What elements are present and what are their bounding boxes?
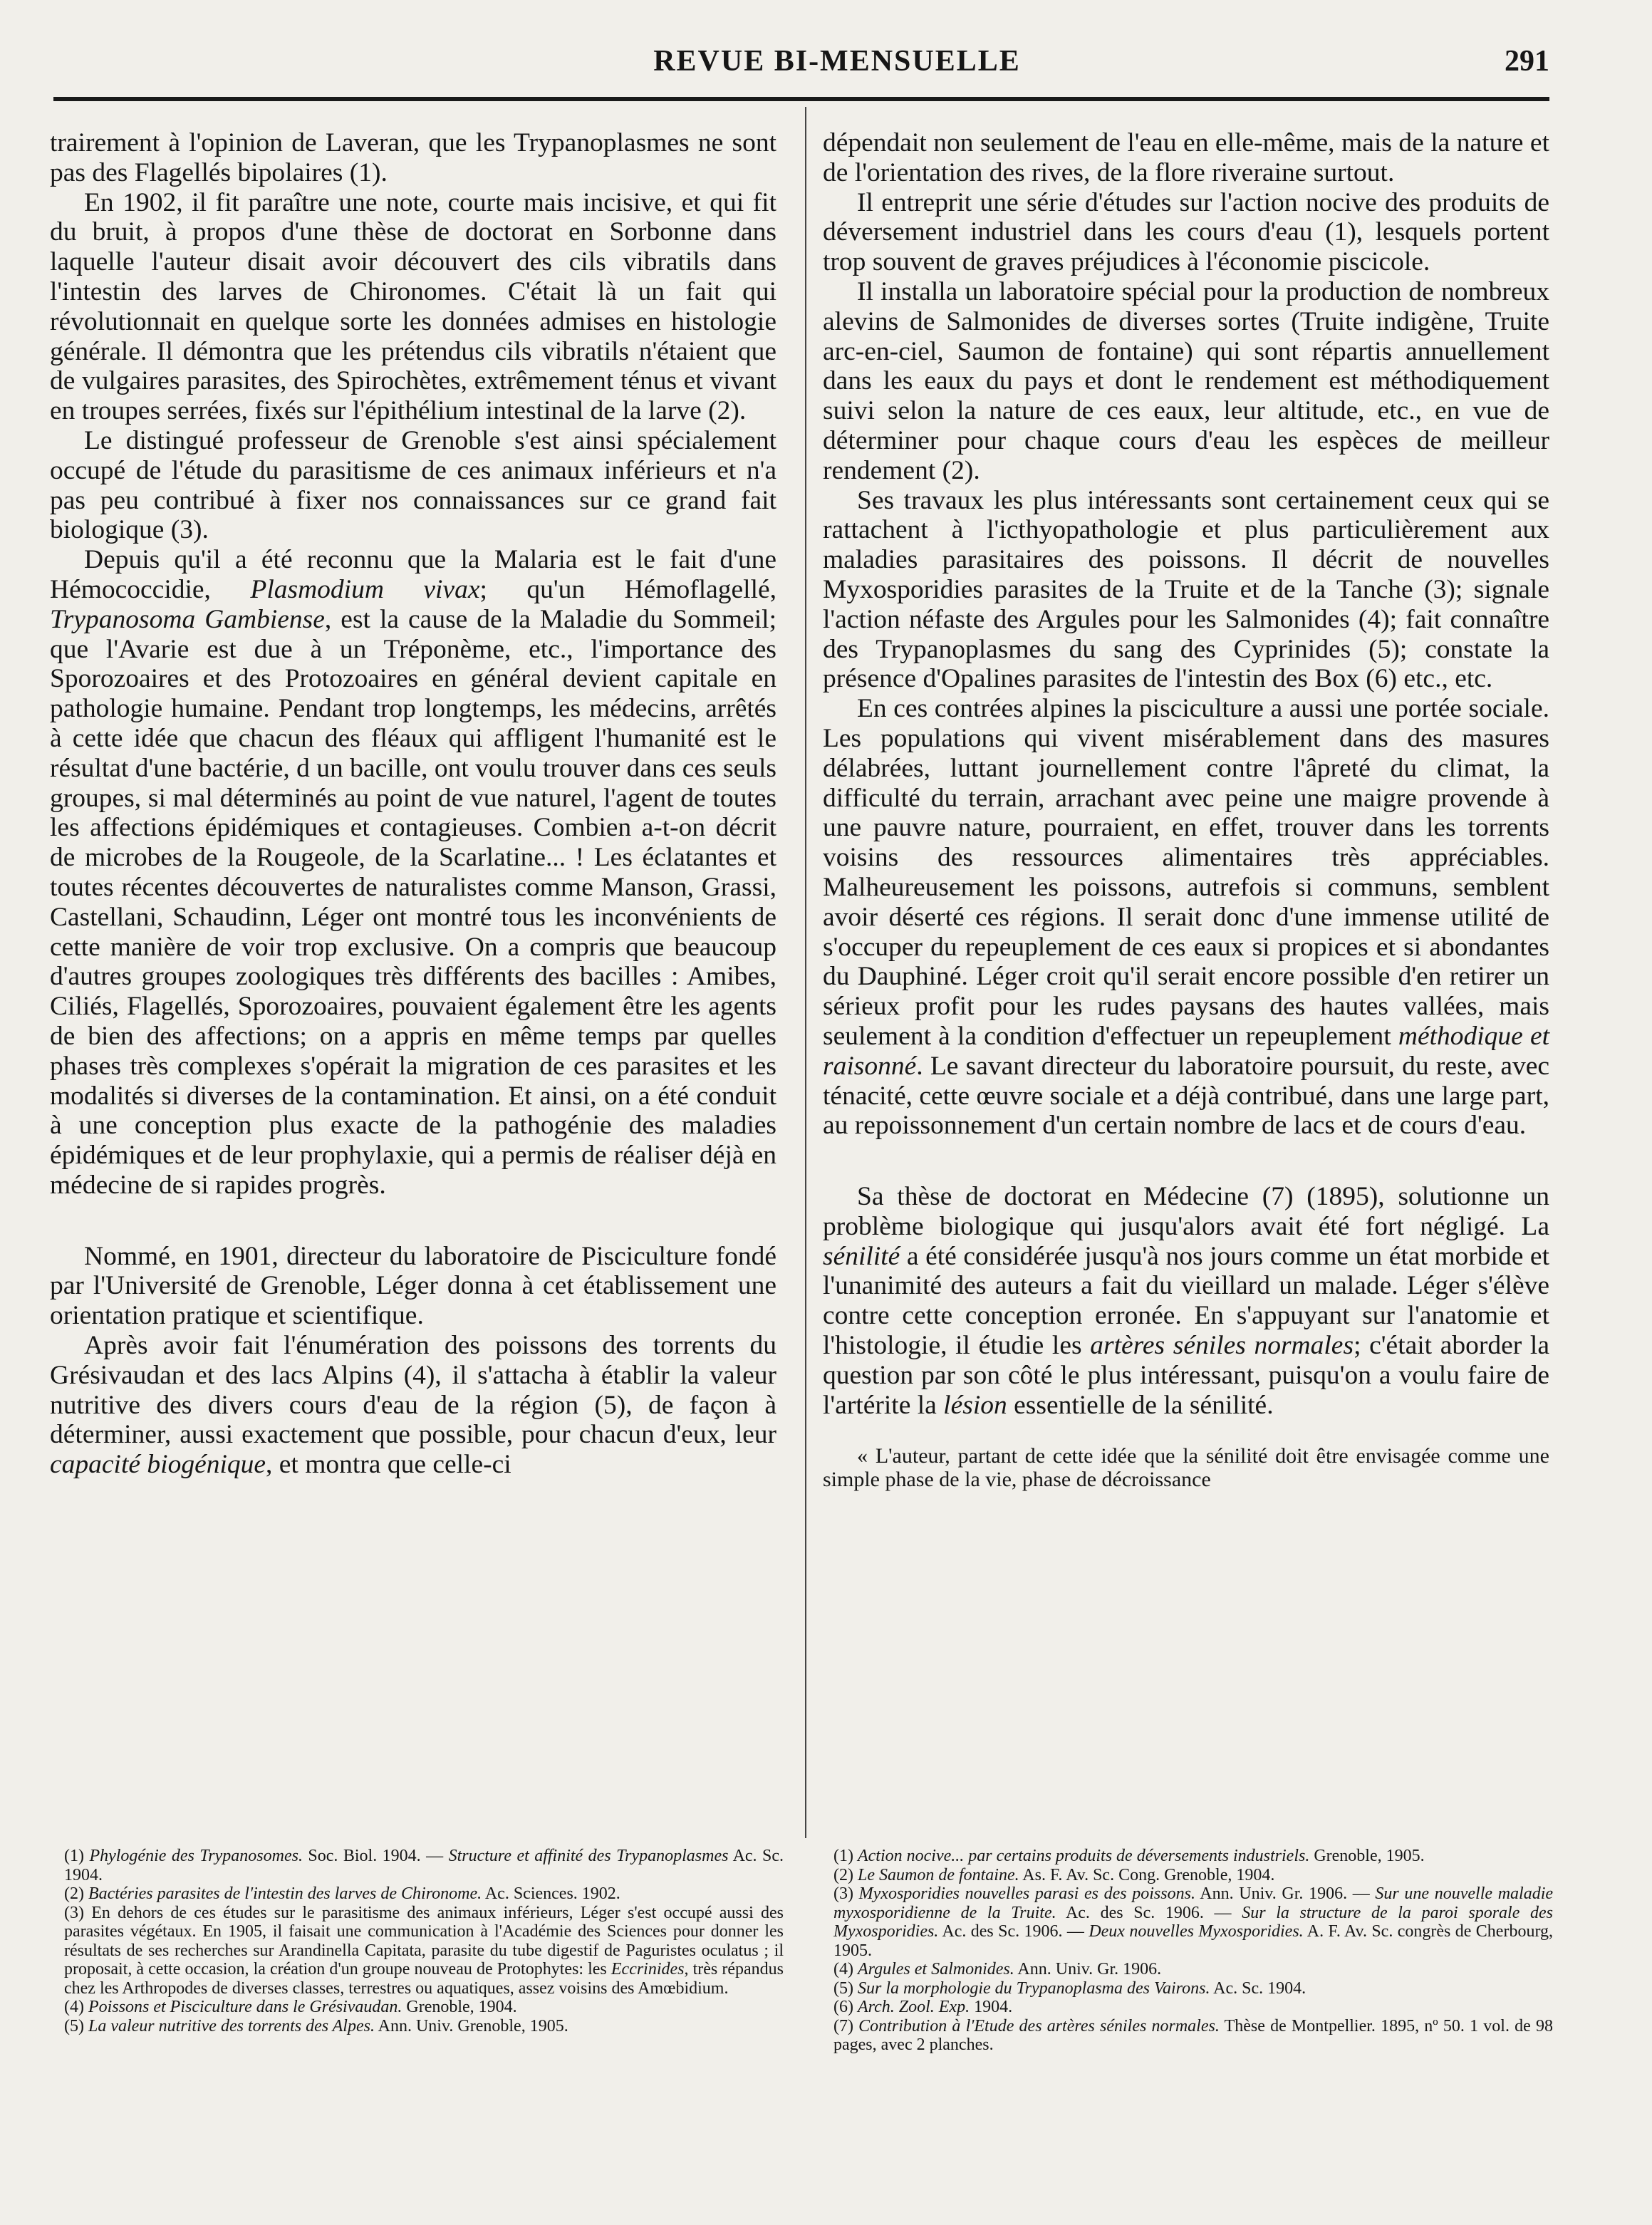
footnote bbox=[64, 1847, 784, 1884]
text-run: Sa thèse de doctorat en Médecine (7) (1895), solutionne un problème biologique qui jusqu'alors avait été fort négligé. La bbox=[823, 1182, 1549, 1241]
paragraph: dépendait non seulement de l'eau en elle-même, mais de la nature et de l'orientation des rives, de la flore riveraine surtout. bbox=[823, 128, 1549, 187]
text-run: a été considérée jusqu'à nos jours comme un état morbide et l'unanimité des auteurs a fait du vieillard un malade. Léger s'élève contre cette conception erronée. En s'appuyant sur l'anatomie et l'histologie, il étudie les bbox=[823, 1241, 1549, 1361]
paragraph: Le distingué professeur de Grenoble s'est ainsi spécialement occupé de l'étude du parasitisme de ces animaux inférieurs et n'a pas peu contribué à fixer nos connaissances sur ce grand fait biologique (3). bbox=[50, 425, 776, 545]
footnote-title: Arch. Zool. Exp. bbox=[857, 1998, 970, 2016]
footnote-number: (6) bbox=[833, 1998, 858, 2016]
column-divider bbox=[805, 107, 806, 1838]
text-run: Depuis qu'il a été reconnu que la Malaria est le fait d'une Hémococcidie, bbox=[50, 545, 776, 604]
header-rule bbox=[53, 97, 1549, 101]
footnote-title: Myxosporidies nouvelles parasi es des poissons. bbox=[858, 1884, 1195, 1903]
footnote-title: Structure et affinité des Trypanoplasmes bbox=[448, 1847, 729, 1865]
footnote bbox=[833, 1979, 1553, 1998]
footnote-title: Sur une nouvelle maladie myxosporidienne de la Truite. bbox=[833, 1884, 1554, 1922]
footnote-title: Eccrinides bbox=[611, 1960, 685, 1978]
footnote-text: Ac. des Sc. 1906. — bbox=[938, 1922, 1089, 1941]
emphasis: sénilité bbox=[823, 1241, 900, 1271]
footnote-text: 1904. bbox=[970, 1998, 1013, 2016]
footnote bbox=[833, 2017, 1553, 2055]
footnote-text: Grenoble, 1904. bbox=[402, 1998, 517, 2016]
footnote-number: (5) bbox=[833, 1978, 858, 1998]
text-run: , et montra que celle-ci bbox=[266, 1450, 511, 1480]
running-title: REVUE BI-MENSUELLE bbox=[653, 45, 1021, 78]
text-run: , est la cause de la Maladie du Sommeil; que l'Avarie est due à un Tréponème, etc., l'importance des Sporozoaires et des Protozoaires en général devient capitale en pathologie humaine. Pendant trop longtemps, les médecins, arrêtés à cette idée que chacun des fléaux qui affligent l'humanité est le résultat d'une bactérie, d un bacille, ont voulu trouver dans ces seuls groupes, si mal déterminés au point de vue naturel, l'agent de toutes les affections épidémiques et contagieuses. Combien a-t-on décrit de microbes de la Rougeole, de la Scarlatine... ! Les éclatantes et toutes récentes découvertes de naturalistes comme Manson, Grassi, Castellani, Schaudinn, Léger ont montré tous les inconvénients de cette manière de voir trop exclusive. On a compris que beaucoup d'autres groupes zoologiques très différents des bacilles : Amibes, Ciliés, Flagellés, Sporozoaires, pouvaient également être les agents de bien des affections; on a appris en même temps par quelles phases très complexes s'opérait la migration de ces parasites et les modalités si diverses de la contamination. Et ainsi, on a été conduit à une conception plus exacte de la pathogénie des maladies épidémiques et de leur prophylaxie, qui a permis de réaliser déjà en médecine de si rapides progrès. bbox=[50, 604, 776, 1200]
paragraph: En 1902, il fit paraître une note, courte mais incisive, et qui fit du bruit, à propos d'une thèse de doctorat en Sorbonne dans laquelle l'auteur disait avoir découvert des cils vibratils dans l'intestin des larves de Chironomes. C'était là un fait qui révolutionnait en quelque sorte les données admises en histologie générale. Il démontra que les prétendus cils vibratils n'étaient que de vulgaires parasites, des Spirochètes, extrêmement ténus et vivant en troupes serrées, fixés sur l'épithélium intestinal de la larve (2). bbox=[50, 187, 776, 426]
footnote-text: A. F. Av. Sc. congrès de Cherbourg, 1905. bbox=[833, 1922, 1554, 1960]
right-column bbox=[823, 128, 1549, 1491]
footnote-text: (3) En dehors de ces études sur le parasitisme des animaux inférieurs, Léger s'est occupé aussi des parasites végétaux. En 1905, il faisait une communication à l'Académie des Sciences pour donner les résultats de ses recherches sur Arandinella Capitata, parasite du tube digestif de Paguristes oculatus ; il proposait, à cette occasion, la création d'un groupe nouveau de Protophytes: les bbox=[64, 1903, 784, 1978]
footnote-number: (2) bbox=[64, 1884, 88, 1903]
footnote-text: As. F. Av. Sc. Cong. Grenoble, 1904. bbox=[1019, 1865, 1275, 1884]
footnote-text: Ann. Univ. Gr. 1906. — bbox=[1195, 1884, 1376, 1903]
footnote-number: (5) bbox=[64, 2016, 88, 2035]
footnote bbox=[64, 1884, 784, 1904]
footnote-title: Argules et Salmonides. bbox=[857, 1960, 1014, 1978]
paragraph: Il entreprit une série d'études sur l'action nocive des produits de déversement industriel dans les cours d'eau (1), lesquels portent trop souvent de graves préjudices à l'économie piscicole. bbox=[823, 187, 1549, 277]
footnote-title: La valeur nutritive des torrents des Alpes. bbox=[88, 2016, 375, 2035]
emphasis: méthodique et raisonné bbox=[823, 1021, 1550, 1081]
footnote-number: (3) bbox=[833, 1884, 859, 1903]
footnote-number: (7) bbox=[833, 2016, 859, 2035]
species-name: Trypanosoma Gambiense bbox=[50, 604, 325, 634]
footnote bbox=[833, 1847, 1553, 1866]
footnote-number: (4) bbox=[833, 1960, 858, 1978]
left-column bbox=[50, 128, 776, 1480]
footnote-text: Ac. Sc. 1904. bbox=[1210, 1978, 1306, 1998]
footnote bbox=[64, 1904, 784, 1998]
footnote-text: Ann. Univ. Gr. 1906. bbox=[1014, 1960, 1162, 1978]
footnote bbox=[833, 1998, 1553, 2017]
emphasis: capacité biogénique bbox=[50, 1450, 266, 1480]
footnote-title: Le Saumon de fontaine. bbox=[857, 1865, 1019, 1884]
paragraph: Ses travaux les plus intéressants sont certainement ceux qui se rattachent à l'icthyopathologie et plus particulièrement aux maladies parasitaires des poissons. Il décrit de nouvelles Myxosporidies parasites de la Truite et de la Tanche (3); signale l'action néfaste des Argules pour les Salmonides (4); fait connaître des Trypanoplasmes du sang des Cyprinides (5); constate la présence d'Opalines parasites de l'intestin des Box (6) etc., etc. bbox=[823, 485, 1549, 694]
footnote-text: Ac. Sc. 1904. bbox=[64, 1847, 784, 1884]
footnote-title: Sur la structure de la paroi sporale des Myxosporidies. bbox=[833, 1903, 1553, 1941]
footnote-title: Action nocive... par certains produits de déversements industriels. bbox=[857, 1847, 1310, 1865]
emphasis: artères séniles normales bbox=[1090, 1331, 1354, 1361]
footnote-text: , très répandus chez les Arthropodes de diverses classes, terrestres ou aquatiques, assez voisins des Amœbidium. bbox=[64, 1960, 784, 1998]
footnote-text: Ac. Sciences. 1902. bbox=[482, 1884, 620, 1903]
footnote-text: Ann. Univ. Grenoble, 1905. bbox=[374, 2016, 568, 2035]
paragraph: Il installa un laboratoire spécial pour la production de nombreux alevins de Salmonides de diverses sortes (Truite indigène, Truite arc-en-ciel, Saumon de fontaine) qui sont répartis annuellement dans les eaux du pays et dont le rendement est méthodiquement suivi selon la nature de ces eaux, leur altitude, etc., en vue de déterminer pour chaque cours d'eau les espèces de meilleur rendement (2). bbox=[823, 276, 1549, 485]
footnotes-right bbox=[833, 1847, 1553, 2055]
footnote-title: Bactéries parasites de l'intestin des larves de Chironome. bbox=[88, 1884, 482, 1903]
footnotes-left bbox=[64, 1847, 784, 2035]
text-run: Après avoir fait l'énumération des poissons des torrents du Grésivaudan et des lacs Alpins (4), il s'attacha à établir la valeur nutritive des divers cours d'eau de la région (5), de façon à déterminer, aussi exactement que possible, pour chacun d'eux, leur bbox=[50, 1331, 776, 1450]
footnote-text: Ac. des Sc. 1906. — bbox=[1056, 1903, 1242, 1922]
paragraph bbox=[823, 1182, 1549, 1420]
text-run: . Le savant directeur du laboratoire poursuit, du reste, avec ténacité, cette œuvre sociale et a déjà contribué, dans une large part, au repoissonnement d'un certain nombre de lacs et de cours d'eau. bbox=[823, 1051, 1549, 1141]
paragraph: trairement à l'opinion de Laveran, que les Trypanoplasmes ne sont pas des Flagellés bipolaires (1). bbox=[50, 128, 776, 187]
footnote-text: Thèse de Montpellier. 1895, nº 50. 1 vol. de 98 pages, avec 2 planches. bbox=[833, 2016, 1553, 2054]
running-head bbox=[53, 44, 1549, 87]
footnote-text: Soc. Biol. 1904. — bbox=[302, 1847, 449, 1865]
footnote-number: (1) bbox=[833, 1847, 858, 1865]
footnote bbox=[64, 1998, 784, 2017]
footnote bbox=[833, 1884, 1553, 1960]
text-run: ; qu'un Hémoflagellé, bbox=[479, 574, 777, 604]
paragraph bbox=[50, 545, 776, 1200]
emphasis: lésion bbox=[943, 1390, 1007, 1420]
footnote-text: Grenoble, 1905. bbox=[1309, 1847, 1425, 1865]
quoted-passage: « L'auteur, partant de cette idée que la sénilité doit être envisagée comme une simple phase de la vie, phase de décroissance bbox=[823, 1444, 1549, 1492]
footnote-number: (4) bbox=[64, 1998, 88, 2016]
footnote-number: (2) bbox=[833, 1865, 858, 1884]
footnote bbox=[64, 2017, 784, 2036]
footnote-title: Poissons et Pisciculture dans le Grésivaudan. bbox=[88, 1998, 402, 2016]
text-run: ; c'était aborder la question par son côté le plus intéressant, puisqu'on a voulu faire de l'artérite la bbox=[823, 1331, 1549, 1420]
footnote bbox=[833, 1960, 1553, 1979]
text-run: En ces contrées alpines la pisciculture a aussi une portée sociale. Les populations qui vivent misérablement dans des masures délabrées, luttant journellement contre l'âpreté du climat, la difficulté du terrain, arrachant avec peine une maigre provende à une pauvre nature, pourraient, en effet, trouver dans les torrents voisins des ressources alimentaires très appréciables. Malheureusement les poissons, autrefois si communs, semblent avoir déserté ces régions. Il serait donc d'une immense utilité de s'occuper du repeuplement de ces eaux si propices et si abondantes du Dauphiné. Léger croit qu'il serait encore possible d'en retirer un sérieux profit pour les rudes paysans des hautes vallées, mais seulement à la condition d'effectuer un repeuplement bbox=[823, 694, 1549, 1051]
species-name: Plasmodium vivax bbox=[250, 574, 480, 604]
footnote-title: Phylogénie des Trypanosomes. bbox=[89, 1847, 303, 1865]
footnote bbox=[833, 1866, 1553, 1885]
text-run: essentielle de la sénilité. bbox=[1007, 1390, 1274, 1420]
footnote-number: (1) bbox=[64, 1847, 90, 1865]
paragraph bbox=[50, 1331, 776, 1480]
paragraph: Nommé, en 1901, directeur du laboratoire de Pisciculture fondé par l'Université de Grenoble, Léger donna à cet établissement une orientation pratique et scientifique. bbox=[50, 1241, 776, 1331]
footnote-title: Contribution à l'Etude des artères séniles normales. bbox=[858, 2016, 1220, 2035]
footnote-title: Deux nouvelles Myxosporidies. bbox=[1089, 1922, 1304, 1941]
paragraph bbox=[823, 694, 1549, 1141]
footnote-title: Sur la morphologie du Trypanoplasma des Vairons. bbox=[857, 1978, 1210, 1998]
page-number: 291 bbox=[1505, 45, 1549, 78]
